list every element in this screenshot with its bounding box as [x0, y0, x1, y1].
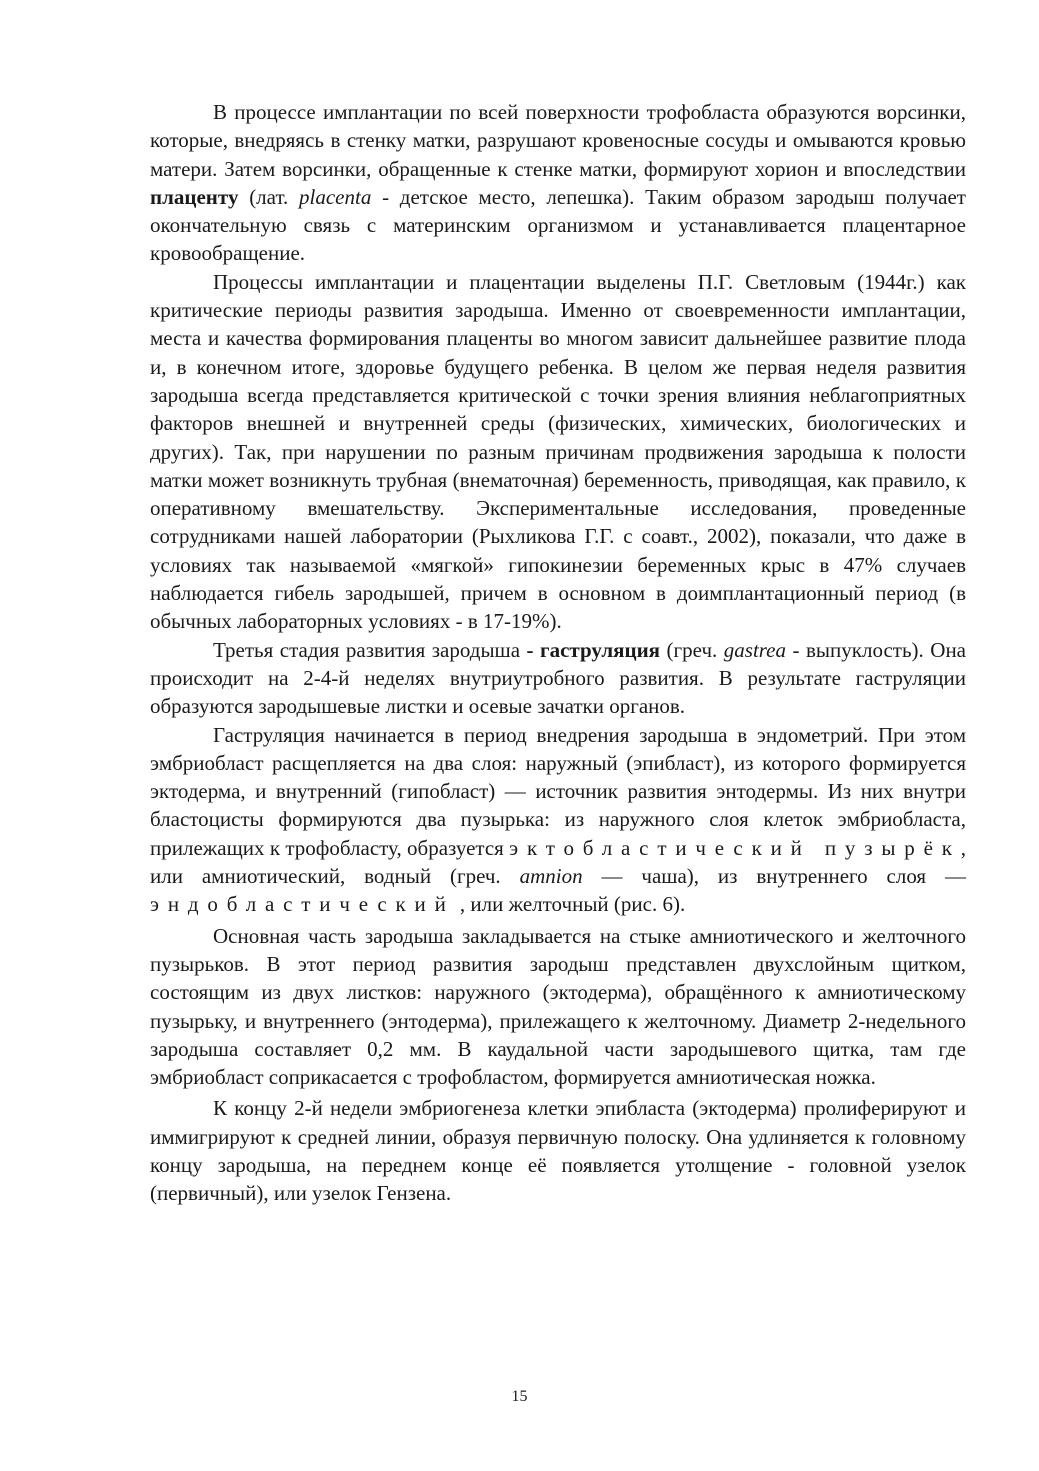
- term-placenta: плаценту: [150, 184, 239, 209]
- text-segment: К концу 2-й недели эмбриогенеза клетки эпибласта (эктодерма) пролиферируют и иммигрируют к средней линии, образуя первичную полоску. Она удлиняется к головному концу зародыша, на переднем конце её появляется утолщение - головной узелок (первичный), или узелок Гензена.: [150, 1096, 966, 1206]
- text-segment: Третья стадия развития зародыша: [213, 637, 527, 662]
- term-gastrulation: - гаструляция: [526, 637, 661, 662]
- greek-term: amnion: [519, 864, 583, 889]
- term-endoblastic: эндобластический: [150, 892, 455, 917]
- paragraph-embryo-shield: [150, 922, 966, 1092]
- text-segment: , или амниотический, водный (греч.: [150, 835, 966, 889]
- latin-term: placenta: [299, 184, 372, 209]
- text-segment: - выпуклость). Она происходит на 2-4-й неделях внутриутробного развития. В результате гаструляции образуются зародышевые листки и осевые зачатки органов.: [150, 637, 967, 719]
- text-segment: (греч.: [660, 637, 724, 662]
- page-body: [150, 98, 966, 1208]
- text-segment: В процессе имплантации по всей поверхности трофобласта образуются ворсинки, которые, внедряясь в стенку матки, разрушают кровеносные сосуды и омываются кровью матери. Затем ворсинки, обращенные к стенке матки, формируют хорион и впоследствии: [150, 100, 966, 181]
- term-ectoblastic-vesicle: эктобластический пузырёк: [509, 835, 961, 860]
- paragraph-gastrulation-stage: [150, 636, 966, 721]
- page-number: 15: [511, 1388, 528, 1405]
- text-segment: , или желточный (рис. 6).: [454, 892, 686, 917]
- paragraph-critical-periods: [150, 268, 966, 636]
- text-segment: — чаша), из внутреннего слоя —: [582, 864, 966, 889]
- paragraph-implantation: [150, 98, 966, 268]
- paragraph-primitive-streak: [150, 1094, 966, 1207]
- text-segment: Процессы имплантации и плацентации выделены П.Г. Светловым (1944г.) как критические периоды развития зародыша. Именно от своевременности имплантации, места и качества формирования плаценты во многом зависит дальнейшее развитие плода и, в конечном итоге, здоровье будущего ребенка. В целом же первая неделя развития зародыша всегда представляется критической с точки зрения влияния неблагоприятных факторов внешней и внутренней среды (физических, химических, биологических и других). Так, при нарушении по разным причинам продвижения зародыша к полости матки может возникнуть трубная (внематочная) беременность, приводящая, как правило, к оперативному вмешательству. Экспериментальные исследования, проведенные сотрудниками нашей лаборатории (Рыхликова Г.Г. с соавт., 2002), показали, что даже в условиях так называемой «мягкой» гипокинезии беременных крыс в 47% случаев наблюдается гибель зародышей, причем в основном в доимплантационный период (в обычных лабораторных условиях - в 17-19%).: [150, 269, 966, 634]
- text-segment: - детское место, лепешка). Таким образом зародыш получает окончательную связь с материнским организмом и устанавливается плацентарное кровообращение.: [150, 184, 966, 266]
- greek-term: gastrea: [723, 637, 787, 662]
- text-segment: (лат.: [238, 184, 300, 209]
- text-segment: Гаструляция начинается в период внедрения зародыша в эндометрий. При этом эмбриобласт расщепляется на два слоя: наружный (эпибласт), из которого формируется эктодерма, и внутренний (гипобласт) — источник развития энтодермы. Из них внутри бластоцисты формируются два пузырька: из наружного слоя клеток эмбриобласта, прилежащих к трофобласту, образуется: [150, 722, 966, 860]
- text-segment: Основная часть зародыша закладывается на стыке амниотического и желточного пузырьков. В этот период развития зародыш представлен двухслойным щитком, состоящим из двух листков: наружного (эктодерма), обращённого к амниотическому пузырьку, и внутреннего (энтодерма), прилежащего к желточному. Диаметр 2-недельного зародыша составляет 0,2 мм. В каудальной части зародышевого щитка, там где эмбриобласт соприкасается с трофобластом, формируется амниотическая ножка.: [150, 923, 966, 1090]
- paragraph-gastrulation-start: [150, 721, 966, 919]
